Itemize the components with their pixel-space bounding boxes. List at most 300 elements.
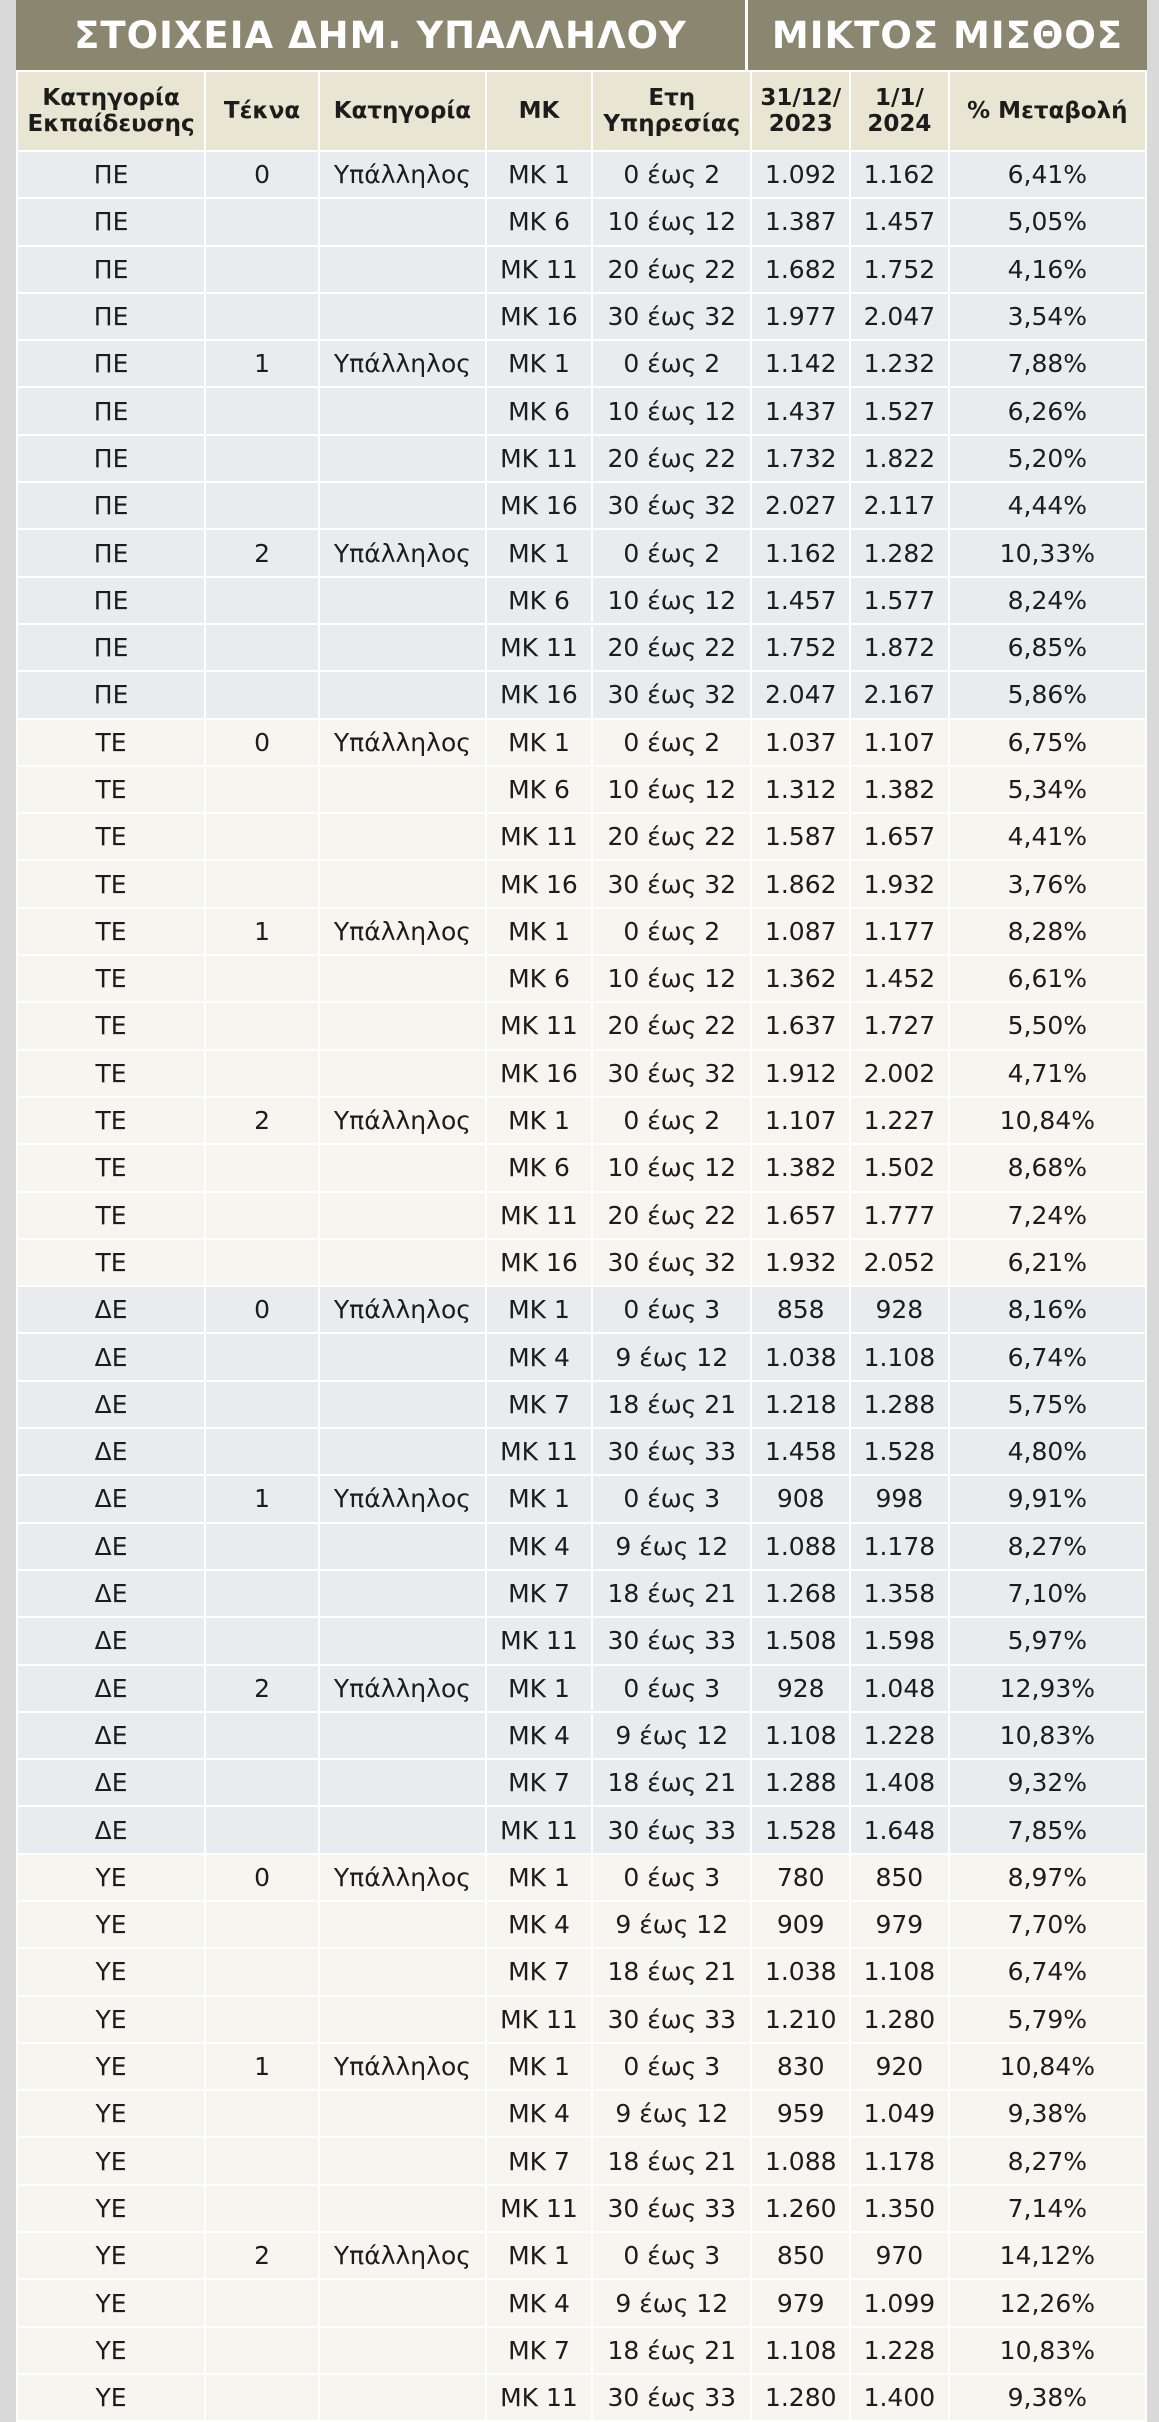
education-cell: ΔΕ [17, 1333, 205, 1380]
category-cell [319, 1759, 486, 1806]
years-cell: 30 έως 33 [592, 1996, 751, 2043]
years-cell: 0 έως 2 [592, 1097, 751, 1144]
salary-2024-cell: 2.117 [850, 482, 949, 529]
change-cell: 7,10% [949, 1570, 1146, 1617]
children-cell [205, 1570, 319, 1617]
category-cell [319, 246, 486, 293]
education-cell: ΤΕ [17, 813, 205, 860]
category-cell: Υπάλληλος [319, 2043, 486, 2090]
salary-2023-cell: 1.088 [751, 2137, 850, 2184]
education-cell: ΤΕ [17, 1144, 205, 1191]
table-row [17, 340, 1146, 387]
mk-cell: ΜΚ 1 [486, 2232, 592, 2279]
category-cell: Υπάλληλος [319, 1475, 486, 1522]
category-cell [319, 1948, 486, 1995]
col-salary-2024: 1/1/ 2024 [850, 71, 949, 151]
children-cell: 0 [205, 1286, 319, 1333]
change-cell: 12,93% [949, 1665, 1146, 1712]
education-cell: ΠΕ [17, 624, 205, 671]
salary-2023-cell: 1.288 [751, 1759, 850, 1806]
table-row [17, 2043, 1146, 2090]
years-cell: 30 έως 33 [592, 1617, 751, 1664]
years-cell: 30 έως 33 [592, 2374, 751, 2421]
mk-cell: ΜΚ 6 [486, 198, 592, 245]
years-cell: 0 έως 3 [592, 2232, 751, 2279]
children-cell [205, 2374, 319, 2421]
table-row [17, 671, 1146, 718]
salary-2023-cell: 1.437 [751, 387, 850, 434]
salary-2023-cell: 1.458 [751, 1428, 850, 1475]
years-cell: 9 έως 12 [592, 1712, 751, 1759]
mk-cell: ΜΚ 4 [486, 1333, 592, 1380]
salary-2023-cell: 850 [751, 2232, 850, 2279]
salary-2023-cell: 1.088 [751, 1523, 850, 1570]
years-cell: 10 έως 12 [592, 1144, 751, 1191]
mk-cell: ΜΚ 6 [486, 766, 592, 813]
children-cell: 0 [205, 719, 319, 766]
education-cell: ΥΕ [17, 2374, 205, 2421]
change-cell: 4,71% [949, 1050, 1146, 1097]
change-cell: 4,44% [949, 482, 1146, 529]
col-years-of-service: Ετη Υπηρεσίας [592, 71, 751, 151]
years-cell: 9 έως 12 [592, 1901, 751, 1948]
table-row [17, 1854, 1146, 1901]
salary-2024-cell: 928 [850, 1286, 949, 1333]
children-cell [205, 671, 319, 718]
education-cell: ΥΕ [17, 2090, 205, 2137]
change-cell: 10,84% [949, 2043, 1146, 2090]
salary-2023-cell: 1.312 [751, 766, 850, 813]
mk-cell: ΜΚ 1 [486, 1475, 592, 1522]
salary-2023-cell: 1.210 [751, 1996, 850, 2043]
children-cell [205, 813, 319, 860]
category-cell: Υπάλληλος [319, 719, 486, 766]
salary-2024-cell: 1.598 [850, 1617, 949, 1664]
change-cell: 12,26% [949, 2279, 1146, 2326]
children-cell [205, 2090, 319, 2137]
salary-2023-cell: 1.038 [751, 1333, 850, 1380]
mk-cell: ΜΚ 1 [486, 1286, 592, 1333]
years-cell: 30 έως 32 [592, 860, 751, 907]
education-cell: ΥΕ [17, 2043, 205, 2090]
table-row [17, 813, 1146, 860]
salary-2024-cell: 1.107 [850, 719, 949, 766]
change-cell: 8,68% [949, 1144, 1146, 1191]
change-cell: 9,38% [949, 2374, 1146, 2421]
table-row [17, 293, 1146, 340]
change-cell: 8,97% [949, 1854, 1146, 1901]
salary-2023-cell: 1.528 [751, 1806, 850, 1853]
years-cell: 0 έως 3 [592, 1854, 751, 1901]
col-children: Τέκνα [205, 71, 319, 151]
category-cell [319, 1050, 486, 1097]
children-cell [205, 246, 319, 293]
education-cell: ΠΕ [17, 293, 205, 340]
children-cell [205, 1002, 319, 1049]
education-cell: ΤΕ [17, 955, 205, 1002]
change-cell: 9,91% [949, 1475, 1146, 1522]
years-cell: 9 έως 12 [592, 1333, 751, 1380]
children-cell [205, 2327, 319, 2374]
table-row [17, 1475, 1146, 1522]
years-cell: 20 έως 22 [592, 246, 751, 293]
salary-2024-cell: 1.280 [850, 1996, 949, 2043]
salary-2023-cell: 1.107 [751, 1097, 850, 1144]
salary-2024-cell: 1.932 [850, 860, 949, 907]
category-cell [319, 766, 486, 813]
mk-cell: ΜΚ 11 [486, 246, 592, 293]
years-cell: 20 έως 22 [592, 624, 751, 671]
category-cell [319, 2185, 486, 2232]
category-cell: Υπάλληλος [319, 340, 486, 387]
table-row [17, 1002, 1146, 1049]
education-cell: ΔΕ [17, 1381, 205, 1428]
category-cell [319, 2090, 486, 2137]
change-cell: 4,80% [949, 1428, 1146, 1475]
education-cell: ΥΕ [17, 2232, 205, 2279]
children-cell [205, 1948, 319, 1995]
category-cell: Υπάλληλος [319, 529, 486, 576]
salary-2024-cell: 1.452 [850, 955, 949, 1002]
mk-cell: ΜΚ 6 [486, 955, 592, 1002]
category-cell: Υπάλληλος [319, 1097, 486, 1144]
mk-cell: ΜΚ 11 [486, 1617, 592, 1664]
salary-2023-cell: 1.657 [751, 1192, 850, 1239]
children-cell [205, 1806, 319, 1853]
salary-2023-cell: 858 [751, 1286, 850, 1333]
education-cell: ΔΕ [17, 1523, 205, 1570]
category-cell [319, 1806, 486, 1853]
children-cell [205, 293, 319, 340]
salary-2024-cell: 1.108 [850, 1333, 949, 1380]
children-cell [205, 2185, 319, 2232]
salary-2023-cell: 1.508 [751, 1617, 850, 1664]
column-header-row [17, 71, 1146, 151]
mk-cell: ΜΚ 1 [486, 1097, 592, 1144]
table-row [17, 766, 1146, 813]
salary-2024-cell: 2.167 [850, 671, 949, 718]
salary-2024-cell: 2.047 [850, 293, 949, 340]
salary-2024-cell: 2.002 [850, 1050, 949, 1097]
mk-cell: ΜΚ 1 [486, 529, 592, 576]
table-row [17, 860, 1146, 907]
mk-cell: ΜΚ 11 [486, 1002, 592, 1049]
children-cell: 1 [205, 1475, 319, 1522]
change-cell: 7,85% [949, 1806, 1146, 1853]
years-cell: 0 έως 3 [592, 1665, 751, 1712]
mk-cell: ΜΚ 4 [486, 1712, 592, 1759]
change-cell: 10,83% [949, 1712, 1146, 1759]
salary-2024-cell: 1.108 [850, 1948, 949, 1995]
salary-2023-cell: 1.732 [751, 435, 850, 482]
years-cell: 9 έως 12 [592, 1523, 751, 1570]
children-cell [205, 482, 319, 529]
years-cell: 18 έως 21 [592, 1381, 751, 1428]
table-row [17, 2232, 1146, 2279]
salary-2024-cell: 1.232 [850, 340, 949, 387]
years-cell: 20 έως 22 [592, 1192, 751, 1239]
change-cell: 5,97% [949, 1617, 1146, 1664]
years-cell: 30 έως 33 [592, 1806, 751, 1853]
category-cell: Υπάλληλος [319, 1854, 486, 1901]
children-cell [205, 1617, 319, 1664]
education-cell: ΥΕ [17, 2185, 205, 2232]
change-cell: 6,74% [949, 1948, 1146, 1995]
change-cell: 10,83% [949, 2327, 1146, 2374]
mk-cell: ΜΚ 1 [486, 908, 592, 955]
mk-cell: ΜΚ 16 [486, 671, 592, 718]
change-cell: 6,74% [949, 1333, 1146, 1380]
category-cell [319, 1239, 486, 1286]
salary-2024-cell: 1.048 [850, 1665, 949, 1712]
salary-2024-cell: 1.228 [850, 2327, 949, 2374]
change-cell: 6,75% [949, 719, 1146, 766]
salary-2023-cell: 1.932 [751, 1239, 850, 1286]
children-cell: 2 [205, 2232, 319, 2279]
change-cell: 6,41% [949, 151, 1146, 198]
years-cell: 0 έως 3 [592, 2043, 751, 2090]
education-cell: ΥΕ [17, 2279, 205, 2326]
education-cell: ΤΕ [17, 1097, 205, 1144]
salary-2024-cell: 1.648 [850, 1806, 949, 1853]
table-row [17, 2279, 1146, 2326]
education-cell: ΠΕ [17, 340, 205, 387]
children-cell: 0 [205, 1854, 319, 1901]
salary-2023-cell: 1.268 [751, 1570, 850, 1617]
salary-2023-cell: 1.587 [751, 813, 850, 860]
table-row [17, 198, 1146, 245]
education-cell: ΤΕ [17, 766, 205, 813]
children-cell [205, 1050, 319, 1097]
salary-2024-cell: 1.457 [850, 198, 949, 245]
super-header [16, 0, 1147, 70]
change-cell: 6,21% [949, 1239, 1146, 1286]
salary-2024-cell: 1.777 [850, 1192, 949, 1239]
table-row [17, 719, 1146, 766]
salary-2023-cell: 1.037 [751, 719, 850, 766]
education-cell: ΔΕ [17, 1617, 205, 1664]
category-cell [319, 1570, 486, 1617]
table-row [17, 387, 1146, 434]
salary-2023-cell: 1.682 [751, 246, 850, 293]
education-cell: ΥΕ [17, 2137, 205, 2184]
years-cell: 9 έως 12 [592, 2090, 751, 2137]
table-row [17, 1428, 1146, 1475]
children-cell: 1 [205, 908, 319, 955]
salary-2024-cell: 1.178 [850, 2137, 949, 2184]
salary-2024-cell: 1.350 [850, 2185, 949, 2232]
employee-data-header: ΣΤΟΙΧΕΙΑ ΔΗΜ. ΥΠΑΛΛΗΛΟΥ [16, 0, 745, 70]
mk-cell: ΜΚ 7 [486, 1381, 592, 1428]
change-cell: 7,70% [949, 1901, 1146, 1948]
education-cell: ΥΕ [17, 1996, 205, 2043]
category-cell: Υπάλληλος [319, 1286, 486, 1333]
table-row [17, 1759, 1146, 1806]
category-cell [319, 2279, 486, 2326]
salary-2023-cell: 1.457 [751, 577, 850, 624]
salary-2024-cell: 1.358 [850, 1570, 949, 1617]
education-cell: ΠΕ [17, 387, 205, 434]
salary-2023-cell: 1.752 [751, 624, 850, 671]
salary-2024-cell: 979 [850, 1901, 949, 1948]
children-cell: 2 [205, 1097, 319, 1144]
table-row [17, 624, 1146, 671]
salary-2024-cell: 1.872 [850, 624, 949, 671]
salary-2023-cell: 979 [751, 2279, 850, 2326]
change-cell: 8,27% [949, 2137, 1146, 2184]
salary-2024-cell: 1.227 [850, 1097, 949, 1144]
education-cell: ΤΕ [17, 908, 205, 955]
children-cell [205, 766, 319, 813]
salary-table [16, 70, 1147, 2422]
salary-2023-cell: 1.382 [751, 1144, 850, 1191]
education-cell: ΔΕ [17, 1475, 205, 1522]
change-cell: 5,86% [949, 671, 1146, 718]
salary-2023-cell: 928 [751, 1665, 850, 1712]
salary-2024-cell: 1.408 [850, 1759, 949, 1806]
mk-cell: ΜΚ 16 [486, 293, 592, 340]
table-row [17, 1948, 1146, 1995]
salary-2023-cell: 1.108 [751, 2327, 850, 2374]
years-cell: 30 έως 32 [592, 671, 751, 718]
table-row [17, 2374, 1146, 2421]
children-cell [205, 1523, 319, 1570]
years-cell: 20 έως 22 [592, 1002, 751, 1049]
education-cell: ΠΕ [17, 529, 205, 576]
change-cell: 5,20% [949, 435, 1146, 482]
table-body [17, 151, 1146, 2421]
salary-2024-cell: 1.528 [850, 1428, 949, 1475]
table-row [17, 435, 1146, 482]
salary-2024-cell: 998 [850, 1475, 949, 1522]
table-row [17, 482, 1146, 529]
salary-2023-cell: 1.862 [751, 860, 850, 907]
salary-2023-cell: 1.260 [751, 2185, 850, 2232]
mk-cell: ΜΚ 11 [486, 2374, 592, 2421]
change-cell: 4,16% [949, 246, 1146, 293]
category-cell [319, 1002, 486, 1049]
category-cell: Υπάλληλος [319, 2232, 486, 2279]
salary-2023-cell: 1.387 [751, 198, 850, 245]
change-cell: 8,27% [949, 1523, 1146, 1570]
change-cell: 8,28% [949, 908, 1146, 955]
education-cell: ΔΕ [17, 1712, 205, 1759]
change-cell: 9,32% [949, 1759, 1146, 1806]
mk-cell: ΜΚ 1 [486, 1665, 592, 1712]
table-row [17, 1239, 1146, 1286]
education-cell: ΠΕ [17, 671, 205, 718]
change-cell: 3,54% [949, 293, 1146, 340]
category-cell [319, 1333, 486, 1380]
category-cell [319, 1617, 486, 1664]
table-row [17, 1050, 1146, 1097]
mk-cell: ΜΚ 11 [486, 624, 592, 671]
salary-2024-cell: 1.577 [850, 577, 949, 624]
years-cell: 10 έως 12 [592, 387, 751, 434]
mk-cell: ΜΚ 11 [486, 1192, 592, 1239]
education-cell: ΤΕ [17, 1239, 205, 1286]
education-cell: ΔΕ [17, 1570, 205, 1617]
table-row [17, 1144, 1146, 1191]
education-cell: ΠΕ [17, 198, 205, 245]
category-cell [319, 2137, 486, 2184]
salary-2023-cell: 908 [751, 1475, 850, 1522]
category-cell [319, 293, 486, 340]
category-cell [319, 577, 486, 624]
change-cell: 5,75% [949, 1381, 1146, 1428]
mk-cell: ΜΚ 11 [486, 1428, 592, 1475]
children-cell [205, 860, 319, 907]
education-cell: ΠΕ [17, 435, 205, 482]
years-cell: 0 έως 2 [592, 719, 751, 766]
mk-cell: ΜΚ 4 [486, 1523, 592, 1570]
salary-2023-cell: 1.087 [751, 908, 850, 955]
mk-cell: ΜΚ 1 [486, 151, 592, 198]
category-cell [319, 671, 486, 718]
category-cell [319, 955, 486, 1002]
years-cell: 18 έως 21 [592, 1759, 751, 1806]
mk-cell: ΜΚ 7 [486, 2137, 592, 2184]
mk-cell: ΜΚ 7 [486, 1570, 592, 1617]
table-row [17, 1665, 1146, 1712]
children-cell [205, 1901, 319, 1948]
years-cell: 0 έως 2 [592, 908, 751, 955]
years-cell: 18 έως 21 [592, 2327, 751, 2374]
salary-2023-cell: 830 [751, 2043, 850, 2090]
table-row [17, 1192, 1146, 1239]
education-cell: ΠΕ [17, 482, 205, 529]
change-cell: 5,79% [949, 1996, 1146, 2043]
salary-2023-cell: 909 [751, 1901, 850, 1948]
mk-cell: ΜΚ 6 [486, 577, 592, 624]
change-cell: 4,41% [949, 813, 1146, 860]
table-row [17, 1901, 1146, 1948]
years-cell: 10 έως 12 [592, 766, 751, 813]
change-cell: 7,14% [949, 2185, 1146, 2232]
category-cell: Υπάλληλος [319, 1665, 486, 1712]
category-cell [319, 482, 486, 529]
years-cell: 30 έως 32 [592, 1239, 751, 1286]
salary-2023-cell: 1.108 [751, 1712, 850, 1759]
mk-cell: ΜΚ 7 [486, 1948, 592, 1995]
change-cell: 9,38% [949, 2090, 1146, 2137]
category-cell [319, 2327, 486, 2374]
mk-cell: ΜΚ 16 [486, 482, 592, 529]
years-cell: 30 έως 33 [592, 1428, 751, 1475]
education-cell: ΔΕ [17, 1806, 205, 1853]
mk-cell: ΜΚ 6 [486, 1144, 592, 1191]
mk-cell: ΜΚ 11 [486, 1996, 592, 2043]
table-row [17, 1996, 1146, 2043]
change-cell: 8,16% [949, 1286, 1146, 1333]
children-cell: 0 [205, 151, 319, 198]
change-cell: 6,61% [949, 955, 1146, 1002]
salary-2024-cell: 2.052 [850, 1239, 949, 1286]
change-cell: 5,50% [949, 1002, 1146, 1049]
salary-2023-cell: 959 [751, 2090, 850, 2137]
education-cell: ΠΕ [17, 246, 205, 293]
change-cell: 5,34% [949, 766, 1146, 813]
mk-cell: ΜΚ 16 [486, 1239, 592, 1286]
salary-2024-cell: 1.752 [850, 246, 949, 293]
change-cell: 7,24% [949, 1192, 1146, 1239]
mk-cell: ΜΚ 1 [486, 340, 592, 387]
children-cell [205, 1333, 319, 1380]
table-row [17, 1097, 1146, 1144]
salary-2024-cell: 1.162 [850, 151, 949, 198]
category-cell: Υπάλληλος [319, 151, 486, 198]
col-education-category: Κατηγορία Εκπαίδευσης [17, 71, 205, 151]
